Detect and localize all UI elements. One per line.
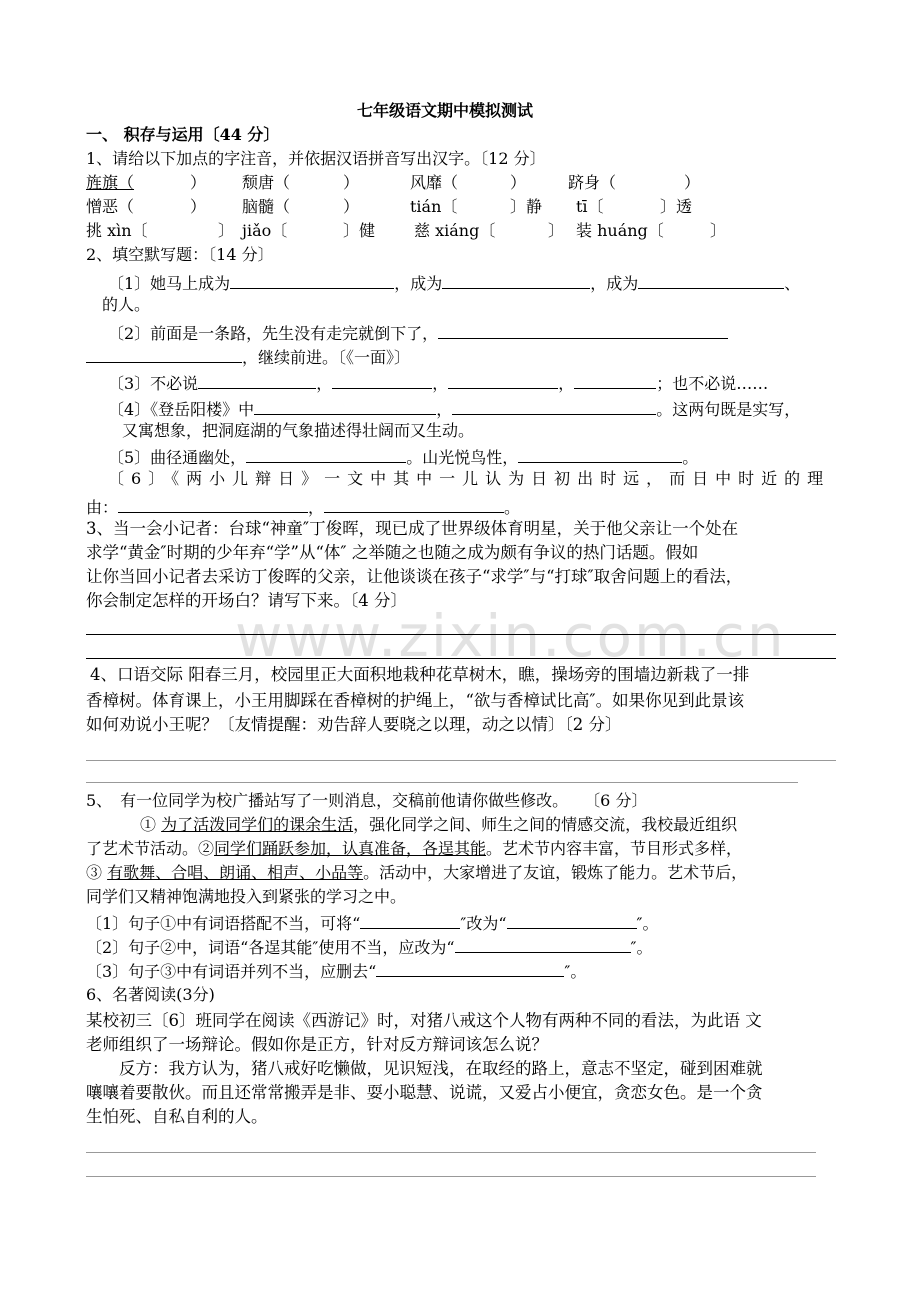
q1-item: jiǎo〔	[242, 221, 288, 240]
q1-item-close: 〕	[218, 221, 235, 240]
answer-blank[interactable]	[455, 934, 631, 953]
q1-item: 慈 xiáng〔	[414, 221, 496, 240]
q2-s2: 〔2〕前面是一条路，先生没有走完就倒下了，	[108, 320, 728, 345]
q1-item-close: 〕	[710, 221, 727, 240]
q1-item-close: 〕健	[343, 221, 376, 240]
answer-line[interactable]	[86, 1152, 816, 1153]
q5-paragraph: ③ 有歌舞、合唱、朗诵、相声、小品等。活动中，大家增进了友谊，锻炼了能力。艺术节后，	[86, 863, 748, 882]
q5-a1: 〔1〕句子①中有词语搭配不当，可将“ ″改为“ ″。	[86, 910, 659, 935]
q1-item-close: ）	[684, 173, 701, 192]
answer-blank[interactable]	[324, 494, 504, 513]
q1-item: 挑 xìn〔	[86, 221, 148, 240]
answer-blank[interactable]	[452, 396, 656, 415]
answer-blank[interactable]	[118, 494, 308, 513]
q3-line: 求学“黄金″时期的少年弃“学”从“体″ 之举随之也随之成为颇有争议的热门话题。假如	[86, 543, 699, 562]
q1-item: 装 huáng〔	[576, 221, 664, 240]
q6-line: 反方：我方认为，猪八戒好吃懒做，见识短浅，在取经的路上，意志不坚定，碰到困难就	[86, 1059, 763, 1078]
q1-item: 跻身（	[568, 173, 617, 192]
q1-item: tián〔	[410, 197, 458, 216]
q1-item: 风靡（	[410, 173, 459, 192]
answer-blank[interactable]	[574, 370, 656, 389]
q1-item: 旌旗（	[86, 173, 135, 192]
q2-s4: 〔4〕《登岳阳楼》中 ， 。这两句既是实写，	[108, 396, 800, 421]
answer-line[interactable]	[86, 634, 836, 635]
answer-blank[interactable]	[230, 270, 394, 289]
q1-item: 憎恶（	[86, 197, 135, 216]
q1-item: 脑髓（	[242, 197, 291, 216]
answer-line[interactable]	[86, 658, 836, 659]
q2-s1: 〔1〕她马上成为 ，成为 ，成为 、	[108, 270, 800, 295]
answer-blank[interactable]	[638, 270, 784, 289]
q4-line: 4、口语交际 阳春三月，校园里正大面积地栽种花草树木，瞧，操场旁的围墙边新栽了一排	[90, 665, 750, 684]
q4-line: 香樟树。体育课上，小王用脚踩在香樟树的护绳上，“欲与香樟试比高″。如果你见到此景该	[86, 691, 745, 710]
q4-line: 如何劝说小王呢？〔友情提醒：劝告辞人要晓之以理，动之以情〕〔2 分〕	[86, 715, 622, 734]
q6-line: 生怕死、自私自利的人。	[86, 1107, 268, 1126]
q1-item-close: ）	[190, 173, 207, 192]
q2-prompt: 2、填空默写题：〔14 分〕	[86, 245, 274, 264]
q1-item-close: 〕透	[660, 197, 693, 216]
q2-s3: 〔3〕不必说 ， ， ， ；也不必说……	[108, 370, 768, 395]
q1-item-close: ）	[343, 197, 360, 216]
q2-s2-cont: ，继续前进。〔《一面》〕	[86, 344, 410, 369]
q2-s1-cont: 的人。	[102, 295, 151, 314]
q2-s5: 〔5〕曲径通幽处， 。山光悦鸟性， 。	[108, 444, 698, 469]
q5-a3: 〔3〕句子③中有词语并列不当，应删去“ ″。	[86, 958, 586, 983]
q1-prompt: 1、请给以下加点的字注音，并依据汉语拼音写出汉字。〔12 分〕	[86, 149, 546, 168]
answer-line[interactable]	[86, 760, 836, 761]
answer-blank[interactable]	[376, 958, 564, 977]
q6-line: 老师组织了一场辩论。假如你是正方，针对反方辩词该怎么说？	[86, 1035, 548, 1054]
answer-blank[interactable]	[254, 396, 436, 415]
q1-item-close: 〕静	[510, 197, 543, 216]
answer-blank[interactable]	[86, 344, 242, 363]
q1-item-close: 〕	[548, 221, 565, 240]
page-title: 七年级语文期中模拟测试	[357, 101, 534, 120]
q1-item: tī〔	[576, 197, 604, 216]
answer-blank[interactable]	[332, 370, 432, 389]
answer-blank[interactable]	[360, 910, 460, 929]
section-heading: 一、 积存与运用〔44 分〕	[86, 125, 280, 144]
q3-line: 3、当一会小记者：台球“神童″丁俊晖，现已成了世界级体育明星，关于他父亲让一个处在	[86, 519, 739, 538]
q2-s4-cont: 又寓想象，把洞庭湖的气象描述得壮阔而又生动。	[122, 421, 475, 440]
q3-line: 让你当回小记者去采访丁俊晖的父亲，让他谈谈在孩子“求学″与“打球″取舍问题上的看法，	[86, 567, 743, 586]
q1-item-close: ）	[510, 173, 527, 192]
answer-blank[interactable]	[507, 910, 637, 929]
q2-s6: 〔6〕《两小儿辩日》一文中其中一儿认为日初出时远，而日中时近的理	[108, 469, 831, 488]
answer-blank[interactable]	[448, 370, 558, 389]
q6-line: 嚷嚷着要散伙。而且还常常搬弄是非、耍小聪慧、说谎，又爱占小便宜，贪恋女色。是一个贪	[86, 1083, 763, 1102]
q5-prompt: 5、 有一位同学为校广播站写了一则消息，交稿前他请你做些修改。 〔6 分〕	[86, 791, 648, 810]
q1-item-close: ）	[343, 173, 360, 192]
q5-paragraph: 了艺术节活动。②同学们踊跃参加，认真准备，各逞其能。艺术节内容丰富，节目形式多样，	[86, 839, 743, 858]
q1-item-close: ）	[190, 197, 207, 216]
q2-s6-cont: 由： ， 。	[86, 494, 520, 519]
answer-blank[interactable]	[246, 444, 406, 463]
q6-prompt: 6、名著阅读(3分)	[86, 985, 215, 1004]
answer-blank[interactable]	[442, 270, 590, 289]
q5-paragraph: ① 为了活泼同学们的课余生活，强化同学之间、师生之间的情感交流，我校最近组织	[140, 815, 738, 834]
answer-line[interactable]	[86, 782, 798, 783]
answer-blank[interactable]	[438, 320, 728, 339]
q6-line: 某校初三〔6〕班同学在阅读《西游记》时，对猪八戒这个人物有两种不同的看法，为此语 文	[86, 1011, 762, 1030]
q1-item: 颓唐（	[242, 173, 291, 192]
answer-blank[interactable]	[198, 370, 316, 389]
answer-line[interactable]	[86, 1176, 816, 1177]
q5-paragraph: 同学们又精神饱满地投入到紧张的学习之中。	[86, 887, 407, 906]
watermark: www.zixin.com.cn	[235, 602, 786, 670]
q5-a2: 〔2〕句子②中，词语“各逞其能″使用不当，应改为“ ″。	[86, 934, 653, 959]
answer-blank[interactable]	[518, 444, 682, 463]
q3-line: 你会制定怎样的开场白？请写下来。〔4 分〕	[86, 591, 407, 610]
